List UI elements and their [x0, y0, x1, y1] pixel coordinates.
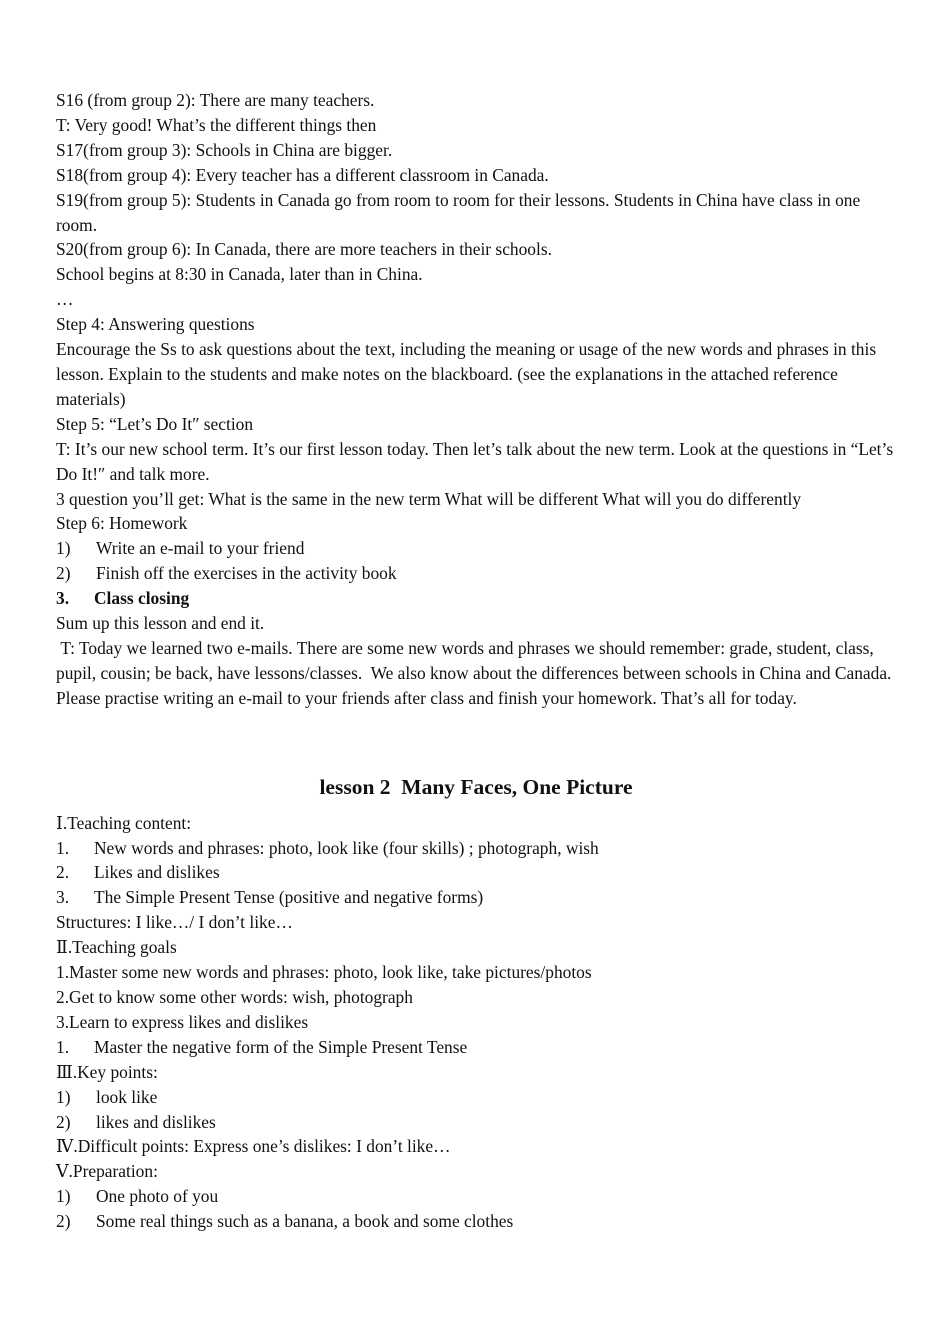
- sum-up-line: Sum up this lesson and end it.: [56, 613, 265, 634]
- list-text: One photo of you: [96, 1186, 219, 1207]
- dialogue-line-s17: S17(from group 3): Schools in China are bigger.: [56, 139, 393, 160]
- structures-line: Structures: I like…/ I don’t like…: [56, 912, 293, 933]
- goal-line: 2.Get to know some other words: wish, photograph: [56, 987, 413, 1007]
- teaching-goals-heading: Ⅱ.Teaching goals: [56, 937, 177, 958]
- list-number: 3.: [56, 588, 70, 609]
- homework-item: [56, 561, 896, 586]
- prep-item: [56, 1209, 896, 1234]
- list-number: 2): [56, 1111, 71, 1132]
- list-number: 2.: [56, 862, 70, 883]
- list-text: Class closing: [94, 588, 190, 609]
- list-number: 2): [56, 1211, 71, 1232]
- class-closing-heading: [56, 586, 896, 611]
- content-item: [56, 860, 896, 885]
- goal-line: 1.Master some new words and phrases: photo, look like, take pictures/photos: [56, 962, 592, 983]
- document-page: [56, 88, 896, 1234]
- list-number: 2): [56, 563, 71, 584]
- goal-item: [56, 1035, 896, 1060]
- list-number: 1.: [56, 837, 70, 858]
- list-number: 1): [56, 538, 71, 559]
- list-text: likes and dislikes: [96, 1111, 216, 1132]
- list-text: Master the negative form of the Simple Present Tense: [94, 1036, 468, 1057]
- dialogue-line-s20: S20(from group 6): In Canada, there are more teachers in their schools.: [56, 239, 552, 260]
- list-number: 1.: [56, 1036, 70, 1057]
- key-points-heading: Ⅲ.Key points:: [56, 1061, 158, 1082]
- list-text: Finish off the exercises in the activity book: [96, 563, 397, 584]
- teaching-content-heading: Ⅰ.Teaching content:: [56, 812, 192, 833]
- list-text: The Simple Present Tense (positive and negative forms): [94, 887, 484, 908]
- dialogue-line-teacher: T: Very good! What’s the different things then: [56, 114, 377, 135]
- list-text: look like: [96, 1086, 158, 1107]
- step4-paragraph: Encourage the Ss to ask questions about the text, including the meaning or usage of the new words and phrases in this lesson. Explain to the students and make notes on the blackboard. (see the explanations in the attached reference materials): [56, 339, 877, 409]
- list-number: 3.: [56, 887, 70, 908]
- homework-item: [56, 536, 896, 561]
- step4-heading: Step 4: Answering questions: [56, 314, 255, 335]
- content-item: [56, 885, 896, 910]
- lesson-title: lesson 2 Many Faces, One Picture: [319, 774, 633, 799]
- key-item: [56, 1110, 896, 1135]
- list-text: Write an e-mail to your friend: [96, 538, 305, 559]
- content-item: [56, 836, 896, 861]
- dialogue-line-s19: S19(from group 5): Students in Canada go from room to room for their lessons. Students in China have class in one room.: [56, 189, 861, 235]
- prep-item: [56, 1184, 896, 1209]
- preparation-heading: Ⅴ.Preparation:: [56, 1161, 158, 1182]
- list-text: New words and phrases: photo, look like (four skills) ; photograph, wish: [94, 837, 599, 858]
- dialogue-line-s18: S18(from group 4): Every teacher has a different classroom in Canada.: [56, 164, 549, 185]
- step6-heading: Step 6: Homework: [56, 513, 188, 534]
- list-number: 1): [56, 1086, 71, 1107]
- difficult-points-line: Ⅳ.Difficult points: Express one’s dislikes: I don’t like…: [56, 1136, 451, 1157]
- goal-line: 3.Learn to express likes and dislikes: [56, 1011, 309, 1032]
- list-text: Some real things such as a banana, a book and some clothes: [96, 1211, 514, 1232]
- dialogue-line-s16: S16 (from group 2): There are many teachers.: [56, 90, 375, 110]
- list-number: 1): [56, 1186, 71, 1207]
- three-questions-line: 3 question you’ll get: What is the same in the new term What will be different What will you do differently: [56, 488, 802, 509]
- key-item: [56, 1085, 896, 1110]
- step5-paragraph: T: It’s our new school term. It’s our first lesson today. Then let’s talk about the new term. Look at the questions in “Let’s Do It!″ and talk more.: [56, 438, 894, 484]
- step5-heading: Step 5: “Let’s Do It″ section: [56, 413, 254, 434]
- ellipsis-line: …: [56, 289, 74, 310]
- closing-paragraph: T: Today we learned two e-mails. There are some new words and phrases we should remember: grade, student, class, pupil, cousin; be back, have lessons/classes. We also know about the differences between schools in China and Canada. Please practise writing an e-mail to your friends after class and finish your homework. That’s all for today.: [56, 637, 896, 708]
- list-text: Likes and dislikes: [94, 862, 220, 883]
- school-begins-line: School begins at 8:30 in Canada, later than in China.: [56, 264, 423, 285]
